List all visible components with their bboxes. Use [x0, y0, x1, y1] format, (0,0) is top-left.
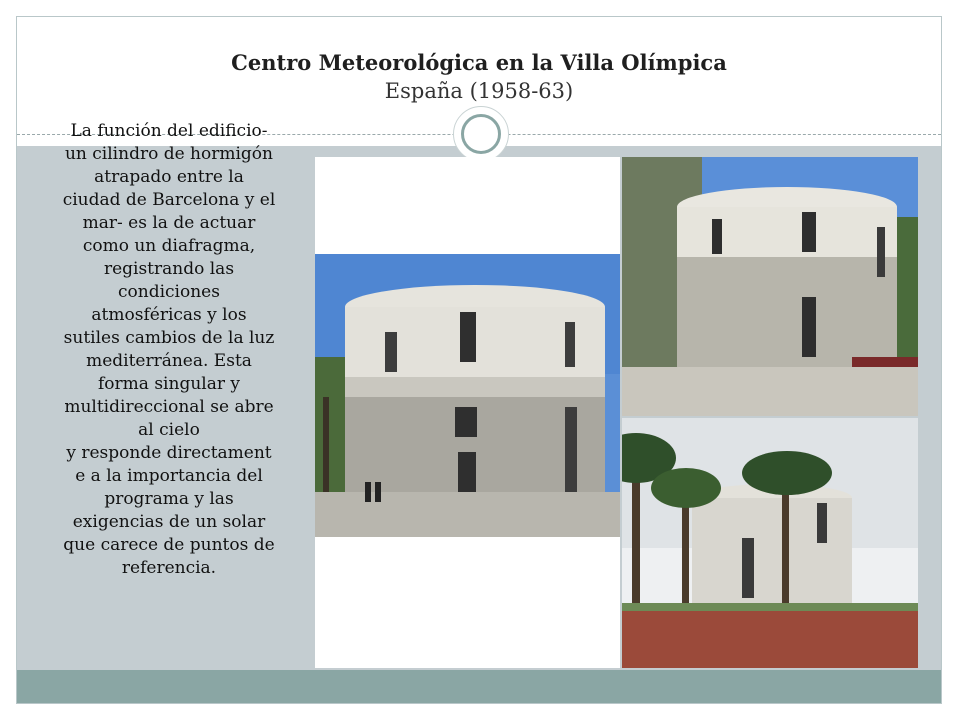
building-photo-palms	[622, 418, 918, 668]
building-photo-side	[622, 157, 918, 416]
slide-body-text: La función del edificio- un cilindro de hormigón atrapado entre la ciudad de Barcelona y el mar- es la de actuar como un diafragma, registrando las condiciones atmosféricas y los sutiles cambios de la luz mediterránea. Esta forma singular y multidireccional se abre al cielo y responde directament e a la importancia del programa y las exigencias de un solar que carece de puntos de referencia.	[62, 121, 276, 578]
footer-band	[17, 670, 941, 703]
slide-subtitle: España (1958-63)	[384, 79, 574, 103]
circle-ornament-ring	[461, 114, 501, 154]
slide-title: Centro Meteorológica en la Villa Olímpica	[231, 50, 727, 75]
building-photo-main	[315, 157, 620, 668]
circle-ornament-icon	[453, 106, 509, 162]
